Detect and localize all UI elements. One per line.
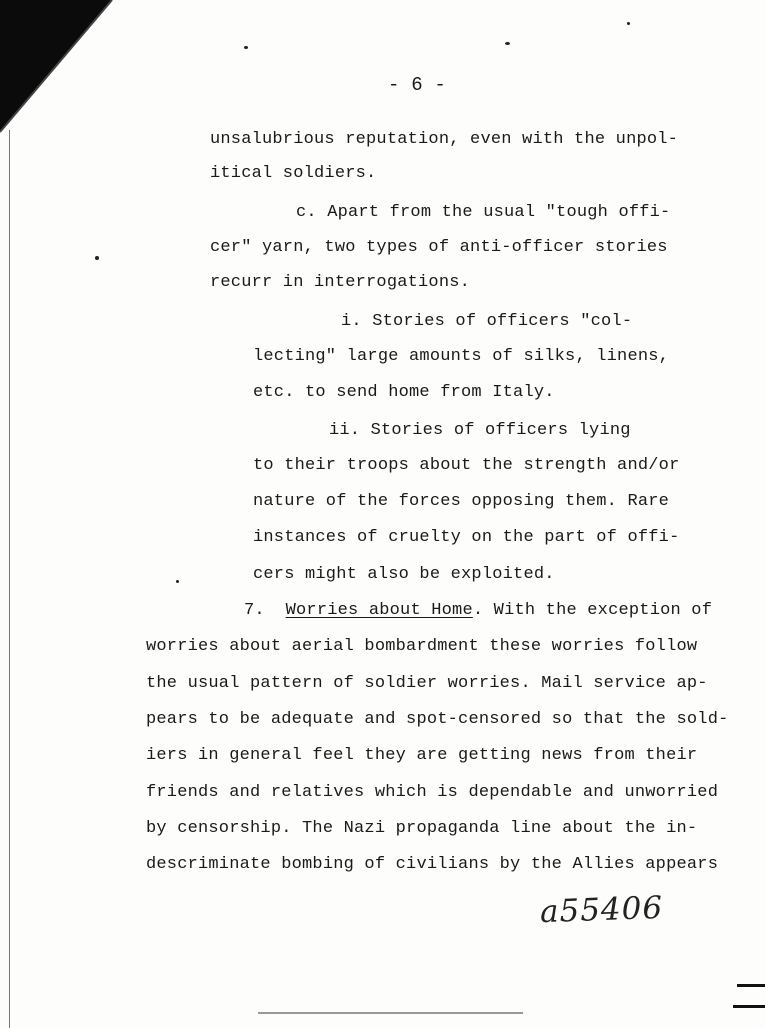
folded-corner-shadow bbox=[0, 0, 120, 140]
page-number: - 6 - bbox=[388, 74, 447, 96]
scan-speck bbox=[627, 22, 630, 25]
handwritten-document-id: a55406 bbox=[539, 889, 664, 931]
scan-speck bbox=[244, 46, 248, 49]
section-heading: Worries about Home bbox=[285, 601, 473, 620]
text-line: pears to be adequate and spot-censored so that the sold- bbox=[146, 710, 729, 729]
scan-speck bbox=[176, 580, 179, 583]
text-line: the usual pattern of soldier worries. Mail service ap- bbox=[146, 674, 708, 693]
section-number: 7. bbox=[244, 601, 265, 620]
section-7-line bbox=[244, 601, 712, 620]
text-line: unsalubrious reputation, even with the unpol- bbox=[210, 130, 679, 149]
text-line: friends and relatives which is dependable and unworried bbox=[146, 783, 719, 802]
text-line: nature of the forces opposing them. Rare bbox=[253, 492, 670, 511]
text-line: lecting" large amounts of silks, linens, bbox=[253, 347, 670, 366]
text-line: cer" yarn, two types of anti-officer stories bbox=[210, 238, 668, 257]
text-line: by censorship. The Nazi propaganda line about the in- bbox=[146, 819, 698, 838]
text-line: recurr in interrogations. bbox=[210, 273, 471, 292]
text-line: i. Stories of officers "col- bbox=[341, 312, 633, 331]
section-lead-text: . With the exception of bbox=[472, 601, 713, 620]
text-line: iers in general feel they are getting news from their bbox=[146, 746, 698, 765]
text-line: worries about aerial bombardment these worries follow bbox=[146, 637, 698, 656]
scan-speck bbox=[95, 256, 99, 260]
text-line: itical soldiers. bbox=[210, 164, 377, 183]
scan-artifact-line bbox=[258, 1012, 523, 1014]
scan-edge-mark bbox=[733, 1005, 765, 1008]
text-line: descriminate bombing of civilians by the Allies appears bbox=[146, 855, 719, 874]
text-line: to their troops about the strength and/or bbox=[253, 456, 680, 475]
text-line: c. Apart from the usual "tough offi- bbox=[296, 203, 671, 222]
text-line: instances of cruelty on the part of offi- bbox=[253, 528, 680, 547]
scan-edge-mark bbox=[737, 984, 765, 987]
text-line: ii. Stories of officers lying bbox=[329, 421, 631, 440]
text-line: cers might also be exploited. bbox=[253, 565, 555, 584]
text-line: etc. to send home from Italy. bbox=[253, 383, 555, 402]
scan-speck bbox=[505, 42, 510, 45]
page-edge-line bbox=[9, 130, 10, 1028]
